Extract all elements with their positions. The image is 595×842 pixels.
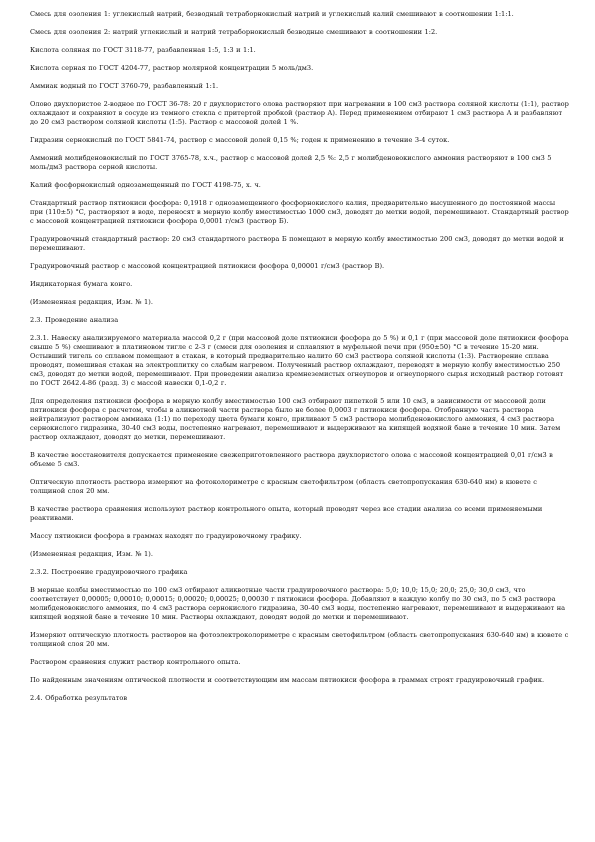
paragraph-potassium-phosphate: Калий фосфорнокислый однозамещенный по ГОСТ 4198-75, х. ч.	[30, 181, 261, 189]
paragraph-mixture-1: Смесь для озоления 1: углекислый натрий, безводный тетраборнокислый натрий и углекислый калий смешивают в соотношении 1:1:1.	[30, 10, 514, 18]
paragraph-amendment-note-2: (Измененная редакция, Изм. № 1).	[30, 550, 153, 558]
section-heading-results: 2.4. Обработка результатов	[30, 694, 128, 702]
paragraph-optical-density: Оптическую плотность раствора измеряют на фотоколориметре с красным светофильтром (область светопропускания 630-640 нм) в кювете с толщиной слоя 20 мм.	[30, 478, 537, 495]
paragraph-hydrazine: Гидразин сернокислый по ГОСТ 5841-74, раствор с массовой долей 0,15 %; годен к применению в течение 3-4 суток.	[30, 136, 450, 144]
paragraph-indicator-paper: Индикаторная бумага конго.	[30, 280, 133, 288]
paragraph-ammonium-molybdate: Аммоний молибденовокислый по ГОСТ 3765-78, х.ч., раствор с массовой долей 2,5 %: 2,5 г молибденовокислого аммония растворяют в 100 см3 5 моль/дм3 раствора серной кислоты.	[30, 154, 552, 171]
paragraph-standard-solution: Стандартный раствор пятиокиси фосфора: 0,1918 г однозамещенного фосфорнокислого калия, предварительно высушенного до постоянной массы при (110±5) °С, растворяют в воде, переносят в мерную колбу вместимостью 1000 см3, доводят до метки водой, перемешивают. Стандартный раствор с массовой концентрацией пятиокиси фосфора 0,0001 г/см3 (раствор Б).	[30, 199, 569, 225]
paragraph-calibration-solution: Градуировочный раствор с массовой концентрацией пятиокиси фосфора 0,00001 г/см3 (раствор В).	[30, 262, 385, 270]
paragraph-2-3-1: 2.3.1. Навеску анализируемого материала массой 0,2 г (при массовой доле пятиокиси фосфора до 5 %) и 0,1 г (при массовой доле пятиокиси фосфора свыше 5 %) смешивают в платиновом тигле с 2-3 г (смеси для озоления и сплавляют в муфельной печи при (950±50) °С в течение 15-20 мин. Остывший тигель со сплавом помещают в стакан, в который предварительно налито 60 см3 раствора соляной кислоты (1:3). Растворение сплава проводят, помешивая стакан на электроплитку со слабым нагревом. Полученный раствор охлаждают, переводят в мерную колбу вместимостью 250 см3, доводят до метки водой, перемешивают. При проведении анализа кремнеземистых огнеупоров и огнеупорного сырья исходный раствор готовят по ГОСТ 2642.4-86 (разд. 3) с массой навески 0,1-0,2 г.	[30, 334, 569, 387]
section-heading-analysis: 2.3. Проведение анализа	[30, 316, 119, 324]
paragraph-tin-chloride: Олово двухлористое 2-водное по ГОСТ 36-78: 20 г двухлористого олова растворяют при нагревании в 100 см3 раствора соляной кислоты (1:1), раствор охлаждают и сохраняют в сосуде из темного стекла с притертой пробкой (раствор А). Перед применением отбирают 1 см3 раствора А и разбавляют до 20 см3 раствором соляной кислоты (1:5). Раствор с массовой долей 1 %.	[30, 100, 569, 126]
paragraph-build-graph: По найденным значениям оптической плотности и соответствующим им массам пятиокиси фосфора в граммах строят градуировочный график.	[30, 676, 545, 684]
section-heading-calibration-graph: 2.3.2. Построение градуировочного графика	[30, 568, 188, 576]
paragraph-mass-from-graph: Массу пятиокиси фосфора в граммах находят по градуировочному графику.	[30, 532, 302, 540]
paragraph-calibration-procedure: В мерные колбы вместимостью по 100 см3 отбирают аликвотные части градуировочного раствора: 5,0; 10,0; 15,0; 20,0; 25,0; 30,0 см3, что соответствует 0,00005; 0,00010; 0,00015; 0,00020; 0,00025; 0,00030 г пятиокиси фосфора. Добавляют в каждую колбу по 30 см3, по 5 см3 раствора молибденовокислого аммония, по 4 см3 раствора сернокислого гидразина, 30-40 см3 воды, постепенно нагревают, перемешивают и выдерживают на кипящей водяной бане в течение 10 мин. Растворы охлаждают, доводят водой до метки и перемешивают.	[30, 586, 566, 621]
paragraph-sulfuric-acid: Кислота серная по ГОСТ 4204-77, раствор молярной концентрации 5 моль/дм3.	[30, 64, 314, 72]
paragraph-reference-solution: В качестве раствора сравнения используют раствор контрольного опыта, который проводят через все стадии анализа со всеми применяемыми реактивами.	[30, 505, 543, 522]
paragraph-hydrochloric-acid: Кислота соляная по ГОСТ 3118-77, разбавленная 1:5, 1:3 и 1:1.	[30, 46, 256, 54]
paragraph-ammonia: Аммиак водный по ГОСТ 3760-79, разбавленный 1:1.	[30, 82, 219, 90]
paragraph-mixture-2: Смесь для озоления 2: натрий углекислый и натрий тетраборнокислый безводные смешивают в соотношении 1:2.	[30, 28, 438, 36]
paragraph-calibration-standard: Градуировочный стандартный раствор: 20 см3 стандартного раствора Б помещают в мерную колбу вместимостью 200 см3, доводят до метки водой и перемешивают.	[30, 235, 564, 252]
paragraph-amendment-note: (Измененная редакция, Изм. № 1).	[30, 298, 153, 306]
paragraph-reducing-agent: В качестве восстановителя допускается применение свежеприготовленного раствора двухлористого олова с массовой концентрацией 0,01 г/см3 в объеме 5 см3.	[30, 451, 553, 468]
paragraph-reference-control: Раствором сравнения служит раствор контрольного опыта.	[30, 658, 241, 666]
document-page	[30, 10, 570, 703]
paragraph-measure-density: Измеряют оптическую плотность растворов на фотоэлектроколориметре с красным светофильтром (область светопропускания 630-640 нм) в кювете с толщиной слоя 20 мм.	[30, 631, 569, 648]
paragraph-phosphorus-determination: Для определения пятиокиси фосфора в мерную колбу вместимостью 100 см3 отбирают пипеткой 5 или 10 см3, в зависимости от массовой доли пятиокиси фосфора с расчетом, чтобы в аликвотной части раствора было не более 0,0003 г пятиокиси фосфора. Отобранную часть раствора нейтрализуют раствором аммиака (1:1) по переходу цвета бумаги конго, приливают 5 см3 раствора молибденовокислого аммония, 4 см3 раствора сернокислого гидразина, 30-40 см3 воды, постепенно нагревают, перемешивают и выдерживают на кипящей водяной бане в течение 10 мин. Затем раствор охлаждают, доводят до метки, перемешивают.	[30, 397, 561, 441]
